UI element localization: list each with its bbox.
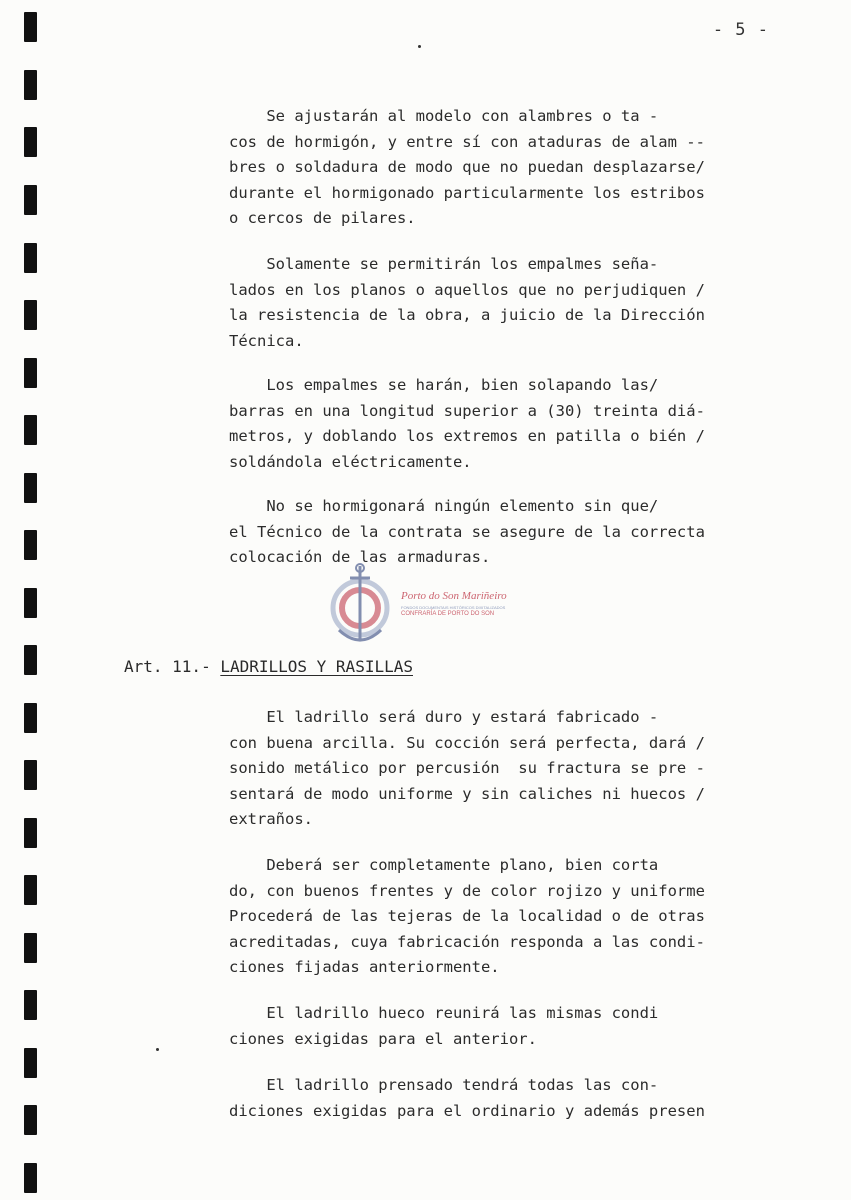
text-line: Deberá ser completamente plano, bien corta	[229, 856, 659, 874]
article-number: Art. 11.-	[124, 657, 221, 676]
anchor-lifebuoy-icon	[325, 560, 395, 650]
text-line: el Técnico de la contrata se asegure de la correcta	[229, 522, 705, 541]
paper-speck	[156, 1048, 159, 1051]
text-line: Los empalmes se harán, bien solapando las/	[229, 376, 659, 394]
stamp-line1: FONDOS DOCUMENTAIS HISTÓRICOS DIXITALIZADOS	[401, 605, 506, 610]
binder-hole	[24, 933, 37, 963]
binder-hole	[24, 645, 37, 675]
text-line: Procederá de las tejeras de la localidad o de otras	[229, 907, 705, 925]
text-line: sentará de modo uniforme y sin caliches ni huecos /	[229, 784, 705, 803]
binder-hole	[24, 358, 37, 388]
binder-hole	[24, 70, 37, 100]
text-line: Se ajustarán al modelo con alambres o ta -	[229, 107, 659, 125]
stamp-line2: CONFRARÍA DE PORTO DO SON	[401, 611, 495, 617]
binder-hole	[24, 1163, 37, 1193]
binder-hole	[24, 243, 37, 273]
binder-hole	[24, 530, 37, 560]
paragraph	[229, 252, 774, 354]
text-line: Solamente se permitirán los empalmes seña-	[229, 255, 659, 273]
paragraph	[229, 853, 774, 981]
binder-hole	[24, 1105, 37, 1135]
text-line: ciones exigidas para el anterior.	[229, 1029, 537, 1048]
text-line: El ladrillo hueco reunirá las mismas condi	[229, 1004, 659, 1022]
text-line: metros, y doblando los extremos en patilla o bién /	[229, 427, 705, 445]
binder-hole	[24, 300, 37, 330]
text-line: extraños.	[229, 810, 313, 828]
text-line: cos de hormigón, y entre sí con ataduras de alam --	[229, 132, 705, 151]
article-heading	[124, 657, 413, 676]
text-line: ciones fijadas anteriormente.	[229, 958, 500, 976]
text-line: Técnica.	[229, 331, 304, 350]
text-line: con buena arcilla. Su cocción será perfecta, dará /	[229, 733, 705, 752]
text-line: durante el hormigonado particularmente los estribos	[229, 183, 705, 202]
binder-hole	[24, 818, 37, 848]
text-line: lados en los planos o aquellos que no perjudiquen /	[229, 280, 705, 299]
text-line: acreditadas, cuya fabricación responda a las condi-	[229, 932, 705, 951]
binder-hole	[24, 990, 37, 1020]
article-title: LADRILLOS Y RASILLAS	[220, 657, 413, 676]
text-line: No se hormigonará ningún elemento sin que/	[229, 497, 659, 515]
text-line: barras en una longitud superior a (30) treinta diá-	[229, 401, 705, 420]
text-line: la resistencia de la obra, a juicio de la Dirección	[229, 306, 705, 324]
paragraph	[229, 1001, 774, 1052]
binder-hole	[24, 875, 37, 905]
text-line: colocación de las armaduras.	[229, 548, 491, 566]
text-line: do, con buenos frentes y de color rojizo y uniforme	[229, 881, 705, 900]
binder-hole	[24, 473, 37, 503]
binder-hole	[24, 703, 37, 733]
binder-hole	[24, 760, 37, 790]
paragraph	[229, 1073, 774, 1124]
binder-hole	[24, 1048, 37, 1078]
paragraph	[229, 705, 774, 833]
binder-hole	[24, 127, 37, 157]
text-line: diciones exigidas para el ordinario y además presen	[229, 1101, 705, 1120]
binder-hole	[24, 185, 37, 215]
binder-holes	[24, 0, 40, 1200]
text-line: bres o soldadura de modo que no puedan desplazarse/	[229, 158, 705, 176]
archive-stamp	[325, 560, 535, 650]
page-number: - 5 -	[712, 20, 769, 40]
stamp-brand: Porto do Son Mariñeiro	[401, 590, 507, 602]
text-line: soldándola eléctricamente.	[229, 452, 472, 471]
text-line: El ladrillo será duro y estará fabricado -	[229, 708, 659, 726]
paragraph	[229, 373, 774, 475]
paragraph	[229, 104, 774, 232]
binder-hole	[24, 415, 37, 445]
text-line: El ladrillo prensado tendrá todas las con-	[229, 1076, 659, 1094]
paper-speck	[418, 45, 421, 48]
text-line: sonido metálico por percusión su fractura se pre -	[229, 759, 705, 777]
binder-hole	[24, 12, 37, 42]
binder-hole	[24, 588, 37, 618]
text-line: o cercos de pilares.	[229, 209, 416, 227]
